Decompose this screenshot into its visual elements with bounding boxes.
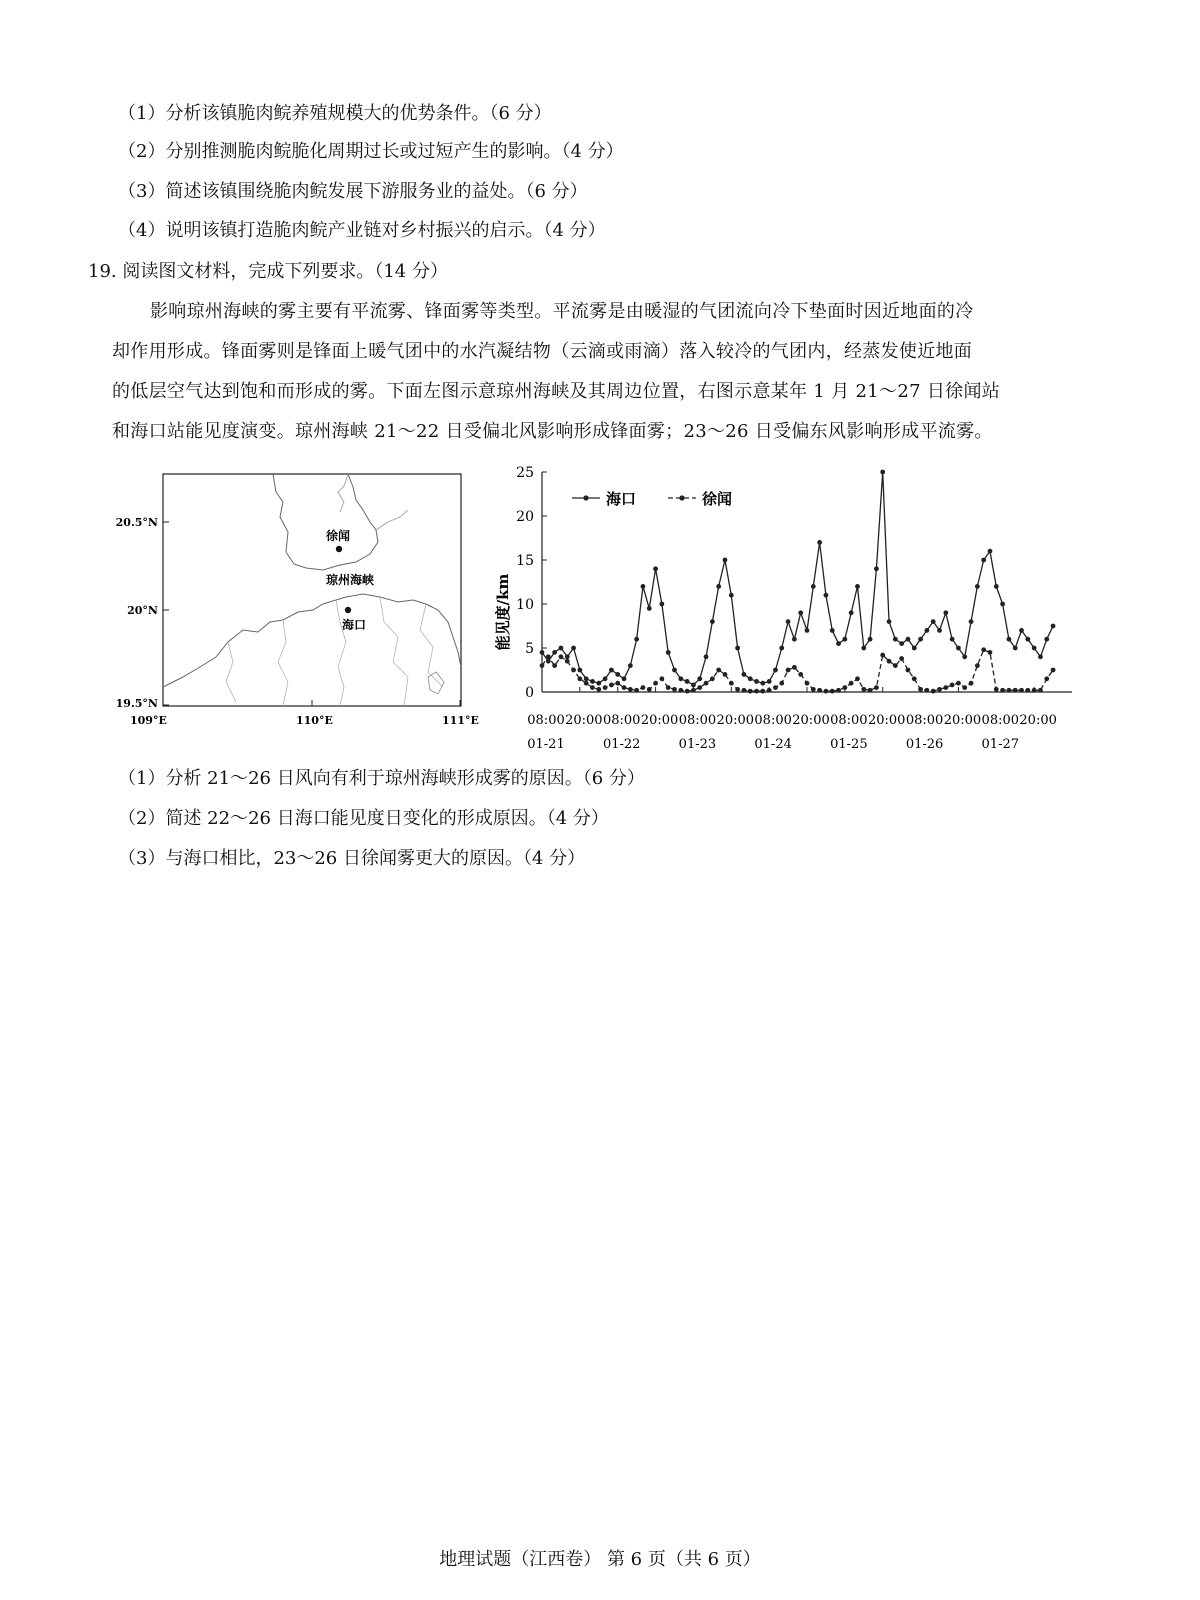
data-point-haikou: [805, 628, 810, 633]
data-point-xuwen: [552, 663, 557, 668]
data-point-haikou: [975, 584, 980, 589]
data-point-haikou: [748, 676, 753, 681]
data-point-xuwen: [609, 683, 614, 688]
data-point-haikou: [786, 619, 791, 624]
x-tick-time-label: 08:00: [754, 713, 792, 728]
data-point-haikou: [962, 654, 967, 659]
map-lat-label: 19.5°N: [115, 697, 158, 710]
q18-subquestion-1: （1）分析该镇脆肉鲩养殖规模大的优势条件。（6 分）: [118, 103, 552, 124]
q19-paragraph-line-1: 影响琼州海峡的雾主要有平流雾、锋面雾等类型。平流雾是由暖湿的气团流向冷下垫面时因近地面的冷: [150, 301, 974, 322]
data-point-haikou: [792, 637, 797, 642]
x-tick-time-label: 20:00: [943, 713, 982, 728]
data-point-xuwen: [697, 685, 702, 690]
data-point-haikou: [779, 646, 784, 651]
data-point-xuwen: [811, 687, 816, 692]
data-point-xuwen: [931, 689, 936, 694]
visibility-chart: [490, 462, 1130, 762]
legend-marker-haikou: [583, 495, 588, 500]
y-tick-label: 10: [516, 597, 534, 613]
q18-subquestion-3: （3）简述该镇围绕脆肉鲩发展下游服务业的益处。（6 分）: [118, 181, 588, 202]
data-point-haikou: [893, 637, 898, 642]
data-point-xuwen: [779, 681, 784, 686]
data-point-haikou: [678, 676, 683, 681]
data-point-haikou: [868, 637, 873, 642]
strait-map: [108, 472, 484, 742]
data-point-xuwen: [830, 689, 835, 694]
x-tick-time-label: 20:00: [565, 713, 603, 728]
data-point-xuwen: [742, 688, 747, 693]
data-point-haikou: [1019, 628, 1024, 633]
data-point-haikou: [988, 549, 993, 554]
x-tick-time-label: 08:00: [602, 713, 641, 728]
data-point-haikou: [924, 628, 929, 633]
data-point-xuwen: [1032, 688, 1037, 693]
map-lat-label: 20.5°N: [115, 516, 158, 529]
data-point-haikou: [798, 610, 803, 615]
data-point-xuwen: [912, 676, 917, 681]
data-point-haikou: [754, 679, 759, 684]
x-tick-date-label: 01-24: [754, 737, 792, 752]
data-point-xuwen: [603, 685, 608, 690]
map-lon-label: 110°E: [296, 714, 333, 727]
data-point-haikou: [704, 654, 709, 659]
x-tick-time-label: 20:00: [867, 713, 906, 728]
data-point-haikou: [596, 681, 601, 686]
data-point-haikou: [653, 566, 658, 571]
data-point-haikou: [552, 650, 557, 655]
data-point-xuwen: [950, 683, 955, 688]
data-point-haikou: [716, 584, 721, 589]
x-tick-time-label: 20:00: [716, 713, 755, 728]
data-point-haikou: [1025, 637, 1030, 642]
x-tick-time-label: 08:00: [905, 713, 944, 728]
data-point-xuwen: [786, 668, 791, 673]
x-tick-date-label: 01-25: [830, 737, 868, 752]
data-point-xuwen: [546, 654, 551, 659]
data-point-haikou: [956, 646, 961, 651]
data-point-haikou: [1038, 654, 1043, 659]
data-point-xuwen: [723, 672, 728, 677]
data-point-xuwen: [659, 676, 664, 681]
data-point-haikou: [723, 558, 728, 563]
data-point-haikou: [609, 668, 614, 673]
data-point-haikou: [1007, 637, 1012, 642]
data-point-haikou: [969, 619, 974, 624]
data-point-haikou: [615, 672, 620, 677]
data-point-haikou: [811, 584, 816, 589]
data-point-haikou: [931, 619, 936, 624]
data-point-haikou: [546, 659, 551, 664]
x-tick-time-label: 08:00: [830, 713, 868, 728]
data-point-haikou: [912, 646, 917, 651]
data-point-xuwen: [817, 688, 822, 693]
data-point-xuwen: [666, 685, 671, 690]
data-point-xuwen: [918, 687, 923, 692]
data-point-xuwen: [760, 689, 765, 694]
data-point-xuwen: [540, 663, 545, 668]
legend-label-haikou: 海口: [606, 490, 637, 508]
data-point-xuwen: [798, 672, 803, 677]
data-point-xuwen: [1000, 688, 1005, 693]
data-point-haikou: [906, 637, 911, 642]
data-point-haikou: [874, 566, 879, 571]
haikou-marker: [345, 607, 351, 613]
data-point-xuwen: [596, 687, 601, 692]
data-point-haikou: [565, 654, 570, 659]
data-point-xuwen: [874, 685, 879, 690]
data-point-xuwen: [994, 687, 999, 692]
page-footer: 地理试题（江西卷） 第 6 页（共 6 页）: [439, 1549, 761, 1570]
data-point-haikou: [849, 610, 854, 615]
q19-paragraph-line-3: 的低层空气达到饱和而形成的雾。下面左图示意琼州海峡及其周边位置，右图示意某年 1 月 21～27 日徐闻站: [112, 381, 1001, 402]
data-point-xuwen: [988, 650, 993, 655]
data-point-xuwen: [622, 685, 627, 690]
x-tick-date-label: 01-21: [527, 737, 565, 752]
data-point-haikou: [887, 619, 892, 624]
data-point-xuwen: [628, 687, 633, 692]
data-point-haikou: [1051, 624, 1056, 629]
data-point-xuwen: [615, 681, 620, 686]
q19-paragraph-line-2: 却作用形成。锋面雾则是锋面上暖气团中的水汽凝结物（云滴或雨滴）落入较冷的气团内，经蒸发使近地面: [112, 341, 973, 362]
data-point-haikou: [1032, 646, 1037, 651]
data-point-haikou: [773, 668, 778, 673]
legend-marker-xuwen: [679, 495, 684, 500]
y-axis-label: 能见度/km: [494, 573, 512, 651]
data-point-haikou: [735, 646, 740, 651]
y-tick-label: 20: [516, 509, 534, 525]
map-lat-label: 20°N: [127, 604, 158, 617]
data-point-xuwen: [577, 676, 582, 681]
data-point-haikou: [697, 676, 702, 681]
data-point-xuwen: [710, 676, 715, 681]
data-point-xuwen: [565, 659, 570, 664]
y-tick-label: 0: [525, 685, 534, 701]
xuwen-label: 徐闻: [326, 529, 351, 543]
data-point-xuwen: [704, 681, 709, 686]
data-point-xuwen: [868, 688, 873, 693]
data-point-xuwen: [824, 689, 829, 694]
data-point-xuwen: [653, 681, 658, 686]
x-tick-date-label: 01-27: [981, 737, 1020, 752]
data-point-haikou: [824, 593, 829, 598]
data-point-haikou: [918, 637, 923, 642]
data-point-haikou: [571, 646, 576, 651]
data-point-xuwen: [880, 653, 885, 658]
data-point-xuwen: [1007, 688, 1012, 693]
x-tick-time-label: 08:00: [527, 713, 565, 728]
x-tick-time-label: 08:00: [678, 713, 717, 728]
data-point-xuwen: [590, 685, 595, 690]
x-tick-time-label: 08:00: [981, 713, 1020, 728]
haikou-label: 海口: [342, 618, 367, 632]
q19-subquestion-3: （3）与海口相比，23～26 日徐闻雾更大的原因。（4 分）: [118, 848, 586, 869]
data-point-xuwen: [647, 687, 652, 692]
data-point-haikou: [830, 628, 835, 633]
x-tick-date-label: 01-26: [905, 737, 944, 752]
data-point-haikou: [577, 668, 582, 673]
map-lon-label: 111°E: [442, 714, 479, 727]
data-point-xuwen: [855, 676, 860, 681]
data-point-haikou: [622, 676, 627, 681]
data-point-xuwen: [735, 687, 740, 692]
q19-paragraph-line-4: 和海口站能见度演变。琼州海峡 21～22 日受偏北风影响形成锋面雾；23～26 日受偏东风影响形成平流雾。: [112, 421, 993, 442]
data-point-xuwen: [805, 681, 810, 686]
x-tick-time-label: 20:00: [640, 713, 679, 728]
data-point-haikou: [590, 679, 595, 684]
data-point-haikou: [685, 679, 690, 684]
y-tick-label: 5: [525, 641, 534, 657]
xuwen-marker: [336, 546, 342, 552]
data-point-haikou: [950, 637, 955, 642]
q19-heading: 19. 阅读图文材料，完成下列要求。（14 分）: [88, 261, 448, 282]
data-point-haikou: [647, 606, 652, 611]
data-point-xuwen: [962, 685, 967, 690]
data-point-xuwen: [641, 685, 646, 690]
data-point-haikou: [1044, 637, 1049, 642]
y-tick-label: 25: [516, 465, 534, 481]
data-point-xuwen: [1013, 688, 1018, 693]
x-tick-date-label: 01-22: [602, 737, 641, 752]
data-point-xuwen: [975, 663, 980, 668]
data-point-haikou: [559, 646, 564, 651]
data-point-xuwen: [678, 688, 683, 693]
x-tick-date-label: 01-23: [678, 737, 717, 752]
data-point-haikou: [628, 663, 633, 668]
data-point-xuwen: [969, 681, 974, 686]
data-point-xuwen: [1038, 688, 1043, 693]
data-point-haikou: [880, 470, 885, 475]
data-point-xuwen: [943, 685, 948, 690]
data-point-xuwen: [1019, 688, 1024, 693]
data-point-xuwen: [849, 681, 854, 686]
data-point-xuwen: [634, 688, 639, 693]
data-point-haikou: [994, 584, 999, 589]
q18-subquestion-4: （4）说明该镇打造脆肉鲩产业链对乡村振兴的启示。（4 分）: [118, 220, 606, 241]
data-point-haikou: [937, 628, 942, 633]
data-point-haikou: [760, 681, 765, 686]
data-point-xuwen: [691, 688, 696, 693]
data-point-xuwen: [792, 665, 797, 670]
data-point-haikou: [842, 637, 847, 642]
chart-axes: [516, 465, 1072, 752]
data-point-xuwen: [893, 663, 898, 668]
data-point-xuwen: [773, 685, 778, 690]
legend-label-xuwen: 徐闻: [702, 490, 733, 508]
data-point-xuwen: [729, 681, 734, 686]
data-point-xuwen: [842, 685, 847, 690]
data-point-xuwen: [861, 687, 866, 692]
data-point-xuwen: [559, 654, 564, 659]
data-point-haikou: [710, 619, 715, 624]
q19-subquestion-1: （1）分析 21～26 日风向有利于琼州海峡形成雾的原因。（6 分）: [118, 768, 645, 789]
x-tick-time-label: 20:00: [1019, 713, 1057, 728]
y-tick-label: 15: [516, 553, 534, 569]
data-point-xuwen: [672, 687, 677, 692]
data-point-haikou: [691, 683, 696, 688]
data-point-haikou: [729, 593, 734, 598]
data-point-haikou: [1013, 646, 1018, 651]
map-lon-label: 109°E: [130, 714, 167, 727]
data-point-haikou: [981, 558, 986, 563]
data-point-xuwen: [685, 689, 690, 694]
data-point-xuwen: [924, 688, 929, 693]
q19-subquestion-2: （2）简述 22～26 日海口能见度日变化的形成原因。（4 分）: [118, 808, 609, 829]
data-point-xuwen: [981, 647, 986, 652]
data-point-haikou: [817, 540, 822, 545]
data-point-haikou: [836, 641, 841, 646]
data-point-haikou: [943, 610, 948, 615]
data-point-xuwen: [899, 656, 904, 661]
data-point-xuwen: [1051, 668, 1056, 673]
data-point-xuwen: [956, 681, 961, 686]
data-point-xuwen: [571, 668, 576, 673]
data-point-haikou: [742, 672, 747, 677]
map-frame: [163, 474, 461, 706]
chart-legend: [572, 490, 732, 508]
data-point-xuwen: [748, 689, 753, 694]
data-point-xuwen: [1044, 676, 1049, 681]
data-point-xuwen: [767, 688, 772, 693]
data-point-haikou: [634, 637, 639, 642]
strait-label: 琼州海峡: [326, 573, 375, 587]
data-point-haikou: [1000, 602, 1005, 607]
data-point-xuwen: [887, 659, 892, 664]
data-point-haikou: [666, 650, 671, 655]
data-point-haikou: [861, 646, 866, 651]
x-tick-time-label: 20:00: [792, 713, 830, 728]
data-point-xuwen: [937, 687, 942, 692]
data-point-haikou: [899, 641, 904, 646]
data-point-haikou: [767, 679, 772, 684]
data-point-xuwen: [754, 689, 759, 694]
data-point-xuwen: [836, 688, 841, 693]
data-point-haikou: [540, 650, 545, 655]
data-point-haikou: [855, 584, 860, 589]
data-point-xuwen: [584, 681, 589, 686]
data-point-haikou: [584, 676, 589, 681]
data-point-haikou: [603, 676, 608, 681]
data-point-xuwen: [716, 668, 721, 673]
data-point-xuwen: [906, 668, 911, 673]
data-point-haikou: [659, 602, 664, 607]
data-point-haikou: [672, 668, 677, 673]
data-point-haikou: [641, 584, 646, 589]
data-point-xuwen: [1025, 688, 1030, 693]
q18-subquestion-2: （2）分别推测脆肉鲩脆化周期过长或过短产生的影响。（4 分）: [118, 141, 624, 162]
